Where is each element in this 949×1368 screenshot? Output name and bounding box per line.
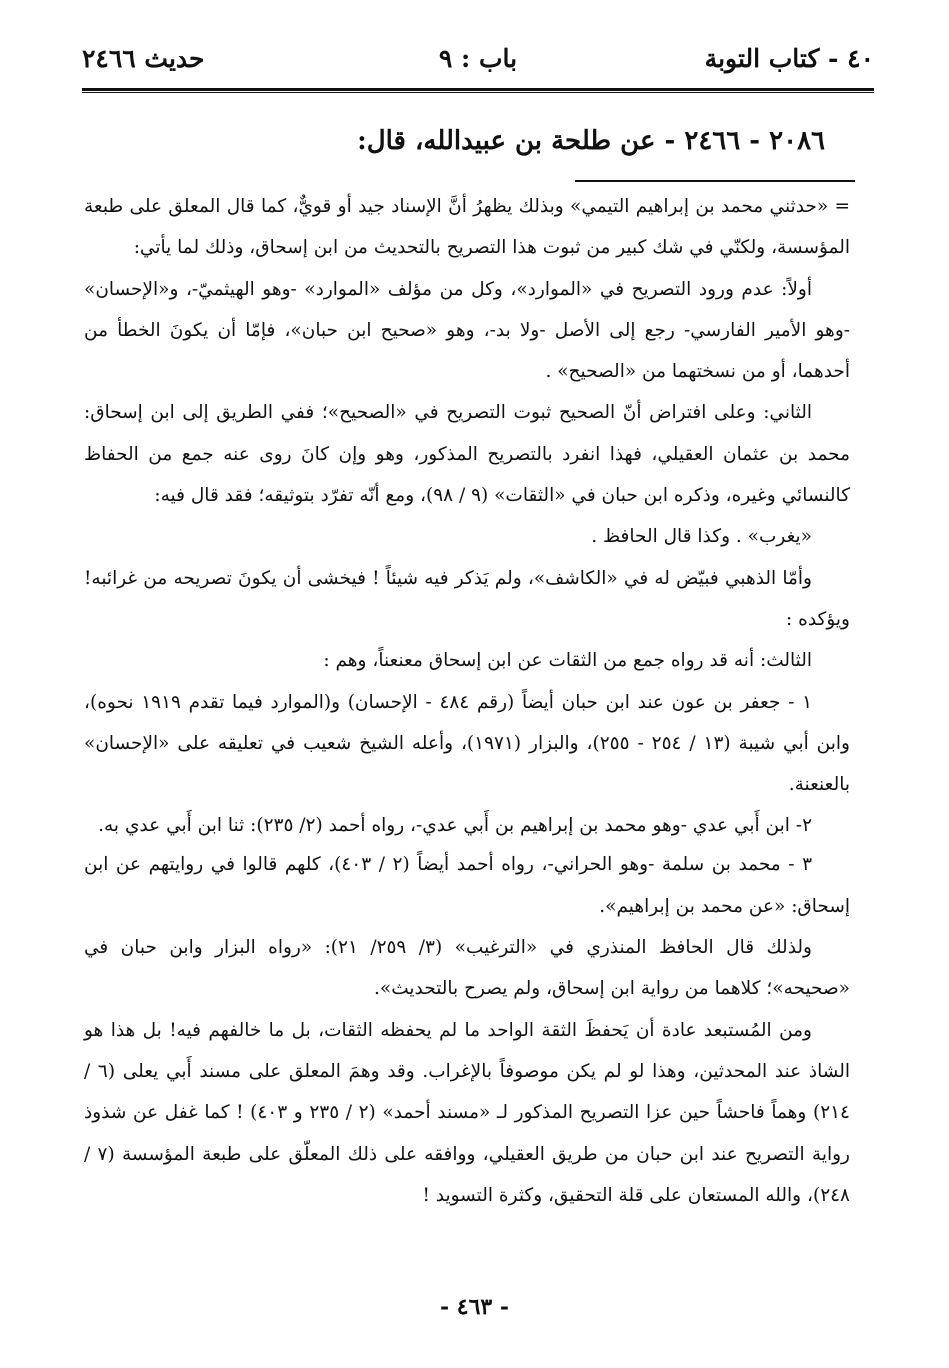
paragraph: ولذلك قال الحافظ المنذري في «الترغيب» (٣/ ٢٥٩/ ٢١): «رواه البزار وابن حبان في «صحيحه»؛ كلاهما من رواية ابن إسحاق، ولم يصرح بالتحديث». [84, 937, 850, 1000]
paragraph: ومن المُستبعد عادة أن يَحفظَ الثقة الواحد ما لم يحفظه الثقات، بل ما خالفهم فيه! بل هذا هو الشاذ عند المحدثين، وهذا لو لم يكن موصوفاً بالإغراب. وقد وهمَ المعلق على مسند أَبي يعلى (٦ / ٢١٤) وهماً فاحشاً حين عزا التصريح المذكور لـ «مسند أحمد» (٢ / ٢٣٥ و ٤٠٣) ! كما غفل عن شذوذ رواية التصريح عند ابن حبان من طريق العقيلي، ووافقه على ذلك المعلّق على طبعة المؤسسة (٧ / ٢٤٨)، والله المستعان على قلة التحقيق، وكثرة التسويد ! [84, 1019, 850, 1206]
paragraph: الثاني: وعلى افتراض أنّ الصحيح ثبوت التصريح في «الصحيح»؛ ففي الطريق إلى ابن إسحاق: محمد بن عثمان العقيلي، فهذا انفرد بالتصريح المذكور، وهو وإن كانَ روى عنه جمع من الحفاظ كالنسائي وغيره، وذكره ابن حبان في «الثقات» (٩ / ٩٨)، ومع أنّه تفرّد بتوثيقه؛ فقد قال فيه: [84, 402, 850, 507]
paragraph: = «حدثني محمد بن إبراهيم التيمي» وبذلك يظهرُ أنَّ الإسناد جيد أو قويٌّ، كما قال المعلق على طبعة المؤسسة، ولكنّي في شك كبير من ثبوت هذا التصريح بالتحديث من ابن إسحاق، وذلك لما يأتي: [84, 196, 850, 259]
chapter-label: باب : ٩ [438, 44, 518, 73]
footnote-separator [575, 180, 855, 182]
paragraph: الثالث: أنه قد رواه جمع من الثقات عن ابن إسحاق معنعناً، وهم : [323, 650, 812, 672]
hadith-heading: ٢٠٨٦ - ٢٤٦٦ - عن طلحة بن عبيدالله، قال: [357, 126, 825, 156]
book-title: ٤٠ - كتاب التوبة [704, 44, 874, 73]
running-header [82, 44, 874, 88]
paragraph: أولاً: عدم ورود التصريح في «الموارد»، وكل من مؤلف «الموارد» -وهو الهيثميّ-، و«الإحسان» -وهو الأمير الفارسي- رجع إلى الأصل -ولا بد-، وهو «صحيح ابن حبان»، فإمّا أن يكونَ الخطأ من أحدهما، أو من نسختهما من «الصحيح» . [84, 278, 850, 383]
hadith-label: حديث ٢٤٦٦ [82, 44, 205, 73]
paragraph: ١ - جعفر بن عون عند ابن حبان أيضاً (رقم ٤٨٤ - الإحسان) و(الموارد فيما تقدم ١٩١٩ نحوه)، وابن أبي شيبة (١٣ / ٢٥٤ - ٢٥٥)، والبزار (١٩٧١)، وأعله الشيخ شعيب في تعليقه على «الإحسان» بالعنعنة. [84, 691, 850, 796]
paragraph: «يغرب» . وكذا قال الحافظ . [591, 526, 812, 548]
paragraph: ٢- ابن أَبي عدي -وهو محمد بن إبراهيم بن أَبي عدي-، رواه أحمد (٢/ ٢٣٥): ثنا ابن أَبي عدي به. [98, 815, 812, 837]
paragraph: وأمّا الذهبي فبيّض له في «الكاشف»، ولم يَذكر فيه شيئاً ! فيخشى أن يكونَ تصريحه من غرائبه! ويؤكده : [84, 567, 850, 630]
footnote-text [84, 186, 850, 1216]
paragraph: ٣ - محمد بن سلمة -وهو الحراني-، رواه أحمد أيضاً (٢ / ٤٠٣)، كلهم قالوا في روايتهم عن ابن إسحاق: «عن محمد بن إبراهيم». [84, 854, 850, 917]
page-number: - ٤٦٣ - [439, 1294, 510, 1320]
header-rule [82, 88, 874, 93]
